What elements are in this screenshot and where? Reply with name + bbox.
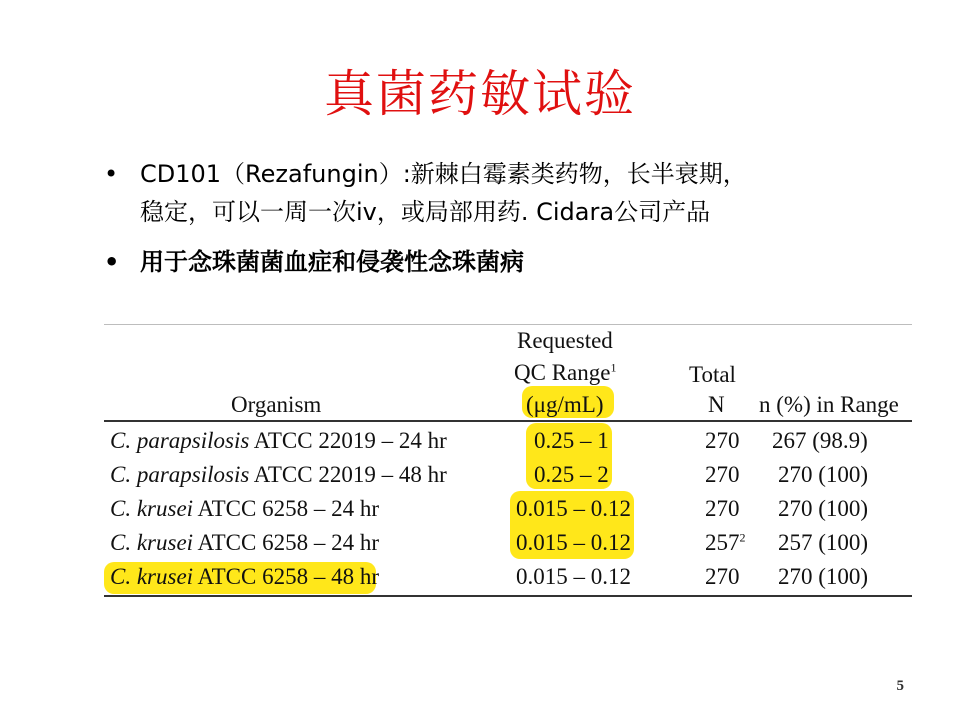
- page-number: 5: [896, 678, 904, 694]
- table-row-organism: C. krusei ATCC 6258 – 24 hr: [110, 496, 379, 521]
- table-row-qc-range: 0.015 – 0.12: [516, 564, 631, 589]
- header-qc-line2: QC Range$^1$: [514, 360, 617, 385]
- table-row-total: 270: [705, 462, 740, 487]
- table-row-in-range: 270 (100): [778, 462, 869, 487]
- table-row-organism: C. krusei ATCC 6258 – 24 hr: [110, 530, 379, 555]
- bullet-text: 用于念珠菌菌血症和侵袭性念珠菌病: [140, 248, 524, 276]
- bullet-marker: •: [104, 160, 119, 188]
- table-row-total: $257^2$: [705, 530, 746, 555]
- header-qc-line1: Requested: [517, 328, 613, 353]
- table-row-in-range: 267 (98.9): [772, 428, 868, 453]
- table-row-in-range: 257 (100): [778, 530, 869, 555]
- table-row-organism: C. krusei ATCC 6258 – 48 hr: [110, 564, 379, 589]
- table-row-total: 270: [705, 564, 740, 589]
- bullet-indication: [104, 243, 904, 281]
- table-row-in-range: 270 (100): [778, 496, 869, 521]
- header-total-line2: N: [708, 392, 725, 417]
- table-row-qc-range: 0.25 – 1: [534, 428, 609, 453]
- table-row-qc-range: 0.015 – 0.12: [516, 496, 631, 521]
- bullet-text-line2: 稳定，可以一周一次iv，或局部用药. Cidara公司产品: [140, 198, 711, 226]
- slide-title: 真菌药敏试验: [324, 65, 636, 123]
- table-bottom-rule: [104, 595, 912, 597]
- table-row-qc-range: 0.015 – 0.12: [516, 530, 631, 555]
- table-header-rule: [104, 420, 912, 422]
- header-qc-line3: (μg/mL): [526, 392, 604, 417]
- table-row-qc-range: 0.25 – 2: [534, 462, 609, 487]
- bullet-cd101: [104, 155, 904, 231]
- table-row-total: 270: [705, 428, 740, 453]
- bullet-text-line1: CD101（Rezafungin）:新棘白霉素类药物，长半衰期，: [140, 160, 747, 188]
- table-row-total: 270: [705, 496, 740, 521]
- header-in-range: n (%) in Range: [759, 392, 899, 417]
- header-total-line1: Total: [689, 362, 736, 387]
- table-row-in-range: 270 (100): [778, 564, 869, 589]
- header-organism: Organism: [231, 392, 322, 417]
- table-row-organism: C. parapsilosis ATCC 22019 – 48 hr: [110, 462, 447, 487]
- qc-range-table: [104, 324, 912, 596]
- table-row-organism: C. parapsilosis ATCC 22019 – 24 hr: [110, 428, 447, 453]
- table-top-rule: [104, 324, 912, 325]
- bullet-marker: •: [104, 248, 120, 276]
- bullet-list: [104, 155, 904, 293]
